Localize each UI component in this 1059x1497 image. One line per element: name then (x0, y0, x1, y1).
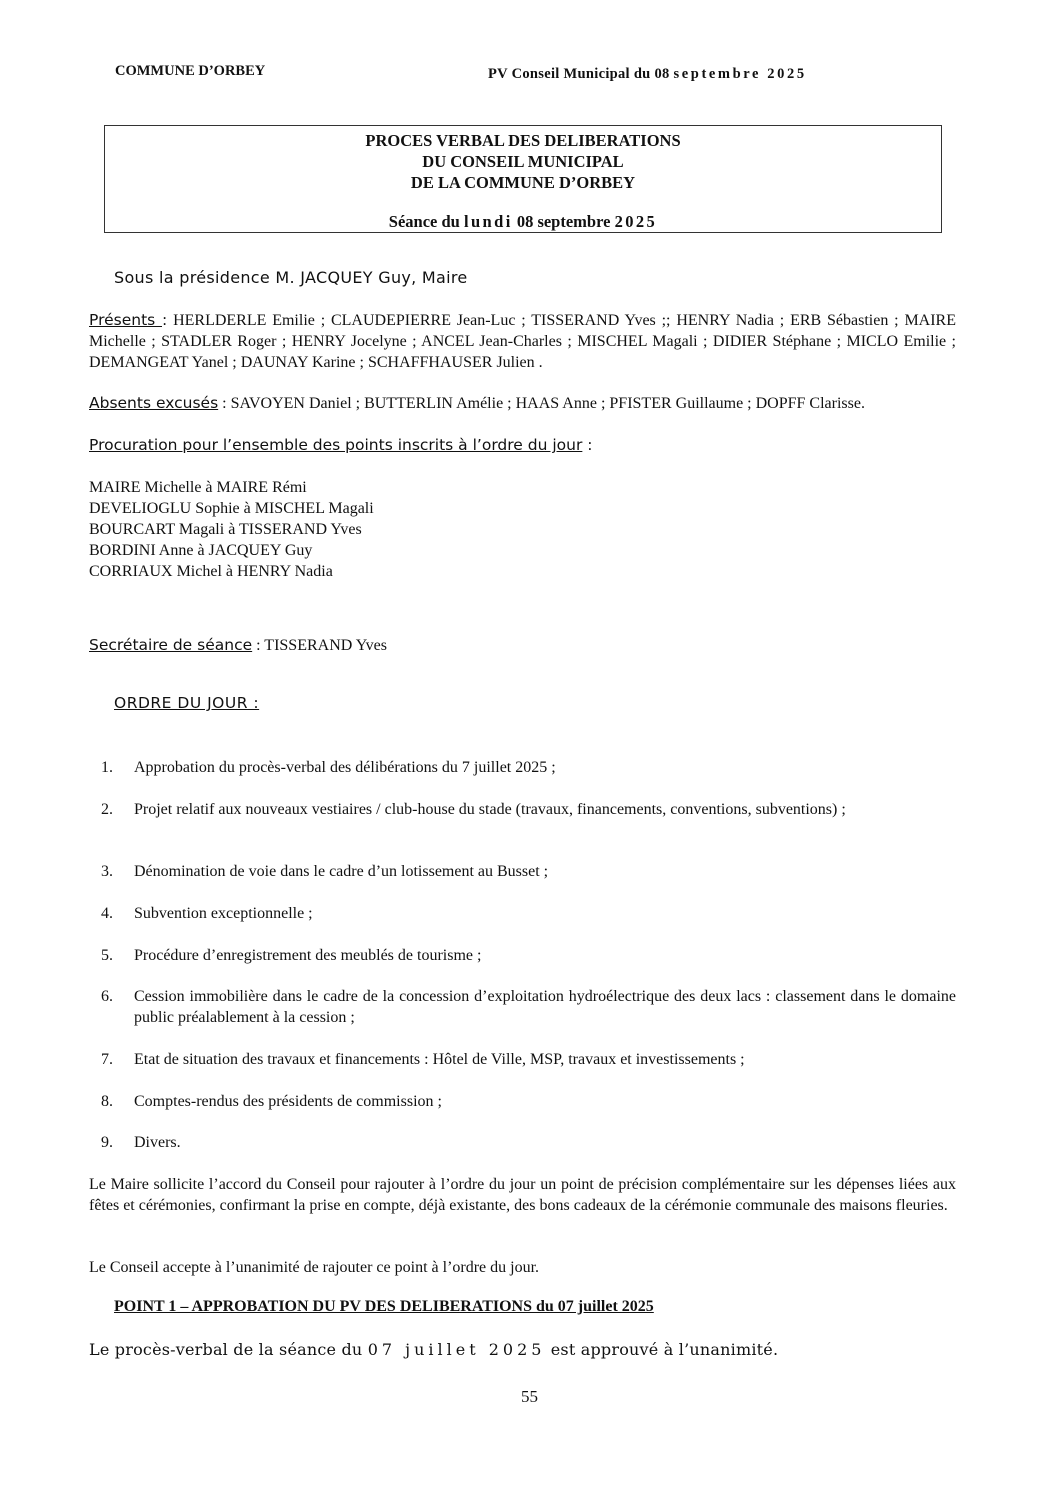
seance-day: lundi (463, 212, 513, 231)
procuration-item: BOURCART Magali à TISSERAND Yves (89, 521, 362, 538)
title-line-2: DU CONSEIL MUNICIPAL (422, 152, 624, 171)
procuration-sep: : (582, 436, 593, 454)
absents-label: Absents excusés (89, 394, 219, 412)
list-item-label: Etat de situation des travaux et financements : Hôtel de Ville, MSP, travaux et investissements ; (134, 1051, 745, 1068)
absents-list: : SAVOYEN Daniel ; BUTTERLIN Amélie ; HAAS Anne ; PFISTER Guillaume ; DOPFF Clarisse. (218, 395, 865, 412)
list-item-label: Projet relatif aux nouveaux vestiaires / club-house du stade (travaux, financements, conventions, subventions) ; (134, 801, 846, 818)
title-lines (105, 130, 941, 193)
presents-list: HERLDERLE Emilie ; CLAUDEPIERRE Jean-Luc ; TISSERAND Yves ;; HENRY Nadia ; ERB Sébastien ; MAIRE Michelle ; STADLER Roger ; HENRY Jocelyne ; ANCEL Jean-Charles ; MISCHEL Magali ; DIDIER Stéphane ; MICLO Emilie ; DEMANGEAT Yanel ; DAUNAY Karine ; SCHAFFHAUSER Julien . (89, 312, 956, 371)
seance-line (105, 212, 941, 232)
header-commune: COMMUNE D’ORBEY (115, 63, 266, 79)
page-number: 55 (521, 1387, 538, 1406)
list-item-label: Comptes-rendus des présidents de commission ; (134, 1093, 442, 1110)
list-item-number: 7. (101, 1051, 113, 1068)
procuration-item: DEVELIOGLU Sophie à MISCHEL Magali (89, 500, 374, 517)
procuration-label: Procuration pour l’ensemble des points inscrits à l’ordre du jour (89, 436, 583, 454)
header-pv-prefix: PV Conseil Municipal du 08 (488, 66, 674, 82)
point-1-title: POINT 1 – APPROBATION DU PV DES DELIBERATIONS du 07 juillet 2025 (114, 1298, 654, 1315)
list-item-label: Procédure d’enregistrement des meublés de tourisme ; (134, 947, 482, 964)
list-item-number: 6. (101, 988, 113, 1005)
title-box (104, 125, 942, 233)
secretaire-label: Secrétaire de séance (89, 636, 253, 654)
procuration-item: MAIRE Michelle à MAIRE Rémi (89, 479, 307, 496)
pv-date: 07 juillet 2025 (367, 1340, 546, 1359)
header-pv-date: septembre 2025 (673, 66, 807, 82)
seance-mid: 08 septembre (512, 212, 615, 231)
presents-sep: : (162, 311, 168, 329)
pv-approval-line (89, 1340, 778, 1359)
conseil-accept-paragraph: Le Conseil accepte à l’unanimité de rajouter ce point à l’ordre du jour. (89, 1259, 540, 1276)
list-item-label: Divers. (134, 1134, 181, 1151)
presents-paragraph (89, 310, 956, 373)
pv-prefix: Le procès-verbal de la séance du (89, 1340, 368, 1359)
secretaire-paragraph (89, 635, 387, 656)
list-item-number: 1. (101, 759, 113, 776)
pv-suffix: est approuvé à l’unanimité. (545, 1340, 779, 1359)
list-item-number: 2. (101, 801, 113, 818)
list-item-label: Cession immobilière dans le cadre de la concession d’exploitation hydroélectrique des deux lacs : classement dans le domaine public préalablement à la cession ; (134, 988, 956, 1026)
list-item-label: Approbation du procès-verbal des délibérations du 7 juillet 2025 ; (134, 759, 556, 776)
presents-label: Présents (89, 311, 162, 329)
title-line-1: PROCES VERBAL DES DELIBERATIONS (365, 131, 681, 150)
header-pv-title (488, 66, 807, 83)
seance-prefix: Séance du (388, 212, 464, 231)
seance-year: 2025 (614, 212, 658, 231)
absents-paragraph (89, 393, 865, 414)
ordre-du-jour-title: ORDRE DU JOUR : (114, 694, 260, 712)
list-item-label: Dénomination de voie dans le cadre d’un lotissement au Busset ; (134, 863, 549, 880)
list-item-number: 8. (101, 1093, 113, 1110)
list-item-number: 9. (101, 1134, 113, 1151)
presidence: Sous la présidence M. JACQUEY Guy, Maire (114, 268, 468, 287)
title-line-3: DE LA COMMUNE D’ORBEY (410, 173, 636, 192)
list-item-number: 3. (101, 863, 113, 880)
secretaire-name: : TISSERAND Yves (252, 637, 387, 654)
procuration-list (89, 477, 374, 582)
list-item-number: 4. (101, 905, 113, 922)
procuration-item: CORRIAUX Michel à HENRY Nadia (89, 563, 333, 580)
procuration-item: BORDINI Anne à JACQUEY Guy (89, 542, 313, 559)
procuration-heading (89, 435, 593, 456)
list-item-number: 5. (101, 947, 113, 964)
maire-request-paragraph: Le Maire sollicite l’accord du Conseil pour rajouter à l’ordre du jour un point de précision complémentaire sur les dépenses liées aux fêtes et cérémonies, confirmant la prise en compte, déjà existante, des bons cadeaux de la cérémonie communale des maisons fleuries. (89, 1176, 956, 1214)
list-item-label: Subvention exceptionnelle ; (134, 905, 313, 922)
